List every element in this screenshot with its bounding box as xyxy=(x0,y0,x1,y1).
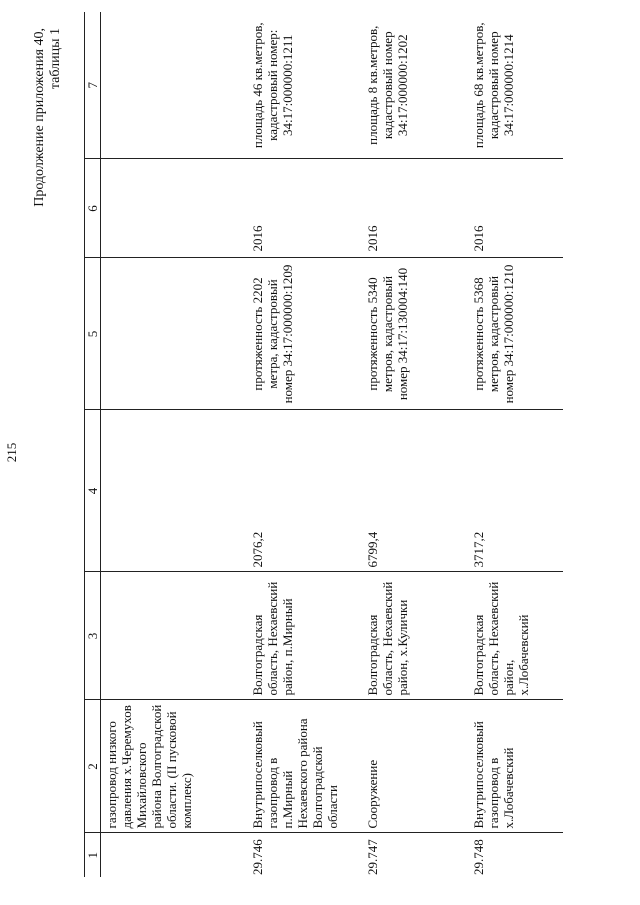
object-value: 2076,2 xyxy=(247,410,362,572)
column-header-6: 6 xyxy=(85,159,101,258)
object-name: Внутрипоселковый газопровод в п.Мирный Нехаевского района Волгоградской области xyxy=(247,700,362,833)
object-year: 2016 xyxy=(468,159,563,258)
object-extra: площадь 8 кв.метров, кадастровый номер 34:17:000000:1202 xyxy=(362,12,468,159)
continuation-heading xyxy=(32,28,64,348)
object-address xyxy=(101,572,248,700)
object-characteristics xyxy=(101,258,248,410)
table-row xyxy=(468,12,563,877)
object-name: Сооружение xyxy=(362,700,468,833)
object-characteristics: протяженность 5340 метров, кадастровый номер 34:17:130004:140 xyxy=(362,258,468,410)
object-year: 2016 xyxy=(247,159,362,258)
column-header-7: 7 xyxy=(85,12,101,159)
table-header xyxy=(85,12,101,877)
object-address: Волгоградская область, Нехаевский район, х.Лобачевский xyxy=(468,572,563,700)
object-characteristics: протяженность 5368 метров, кадастровый номер 34:17:000000:1210 xyxy=(468,258,563,410)
object-address: Волгоградская область, Нехаевский район, п.Мирный xyxy=(247,572,362,700)
column-header-5: 5 xyxy=(85,258,101,410)
object-name: Внутрипоселковый газопровод в х.Лобачевский xyxy=(468,700,563,833)
row-number: 29.748 xyxy=(471,839,486,875)
object-extra xyxy=(101,12,248,159)
column-header-4: 4 xyxy=(85,410,101,572)
object-extra: площадь 46 кв.метров, кадастровый номер: 34:17:000000:1211 xyxy=(247,12,362,159)
header-row xyxy=(85,12,101,877)
column-header-1: 1 xyxy=(85,833,101,877)
column-header-3: 3 xyxy=(85,572,101,700)
page-number: 215 xyxy=(4,442,19,463)
object-year: 2016 xyxy=(362,159,468,258)
continuation-title: Продолжение приложения 40, xyxy=(32,28,47,207)
row-number: 29.746 xyxy=(250,839,265,875)
object-value xyxy=(101,410,248,572)
row-number xyxy=(101,833,248,877)
table-row xyxy=(247,12,362,877)
object-name: газопровод низкого давления х.Черемухов Михайловского района Волгоградской области. (II пусковой комплекс) xyxy=(101,700,248,833)
object-value: 3717,2 xyxy=(468,410,563,572)
table-row xyxy=(362,12,468,877)
object-value: 6799,4 xyxy=(362,410,468,572)
object-year xyxy=(101,159,248,258)
object-extra: площадь 68 кв.метров, кадастровый номер 34:17:000000:1214 xyxy=(468,12,563,159)
column-header-2: 2 xyxy=(85,700,101,833)
data-table xyxy=(84,12,563,877)
row-number: 29.747 xyxy=(365,839,380,875)
table-row xyxy=(101,12,248,877)
object-characteristics: протяженность 2202 метра, кадастровый номер 34:17:000000:1209 xyxy=(247,258,362,410)
object-address: Волгоградская область, Нехаевский район, х.Кулички xyxy=(362,572,468,700)
continuation-subtitle: таблицы 1 xyxy=(48,28,63,90)
